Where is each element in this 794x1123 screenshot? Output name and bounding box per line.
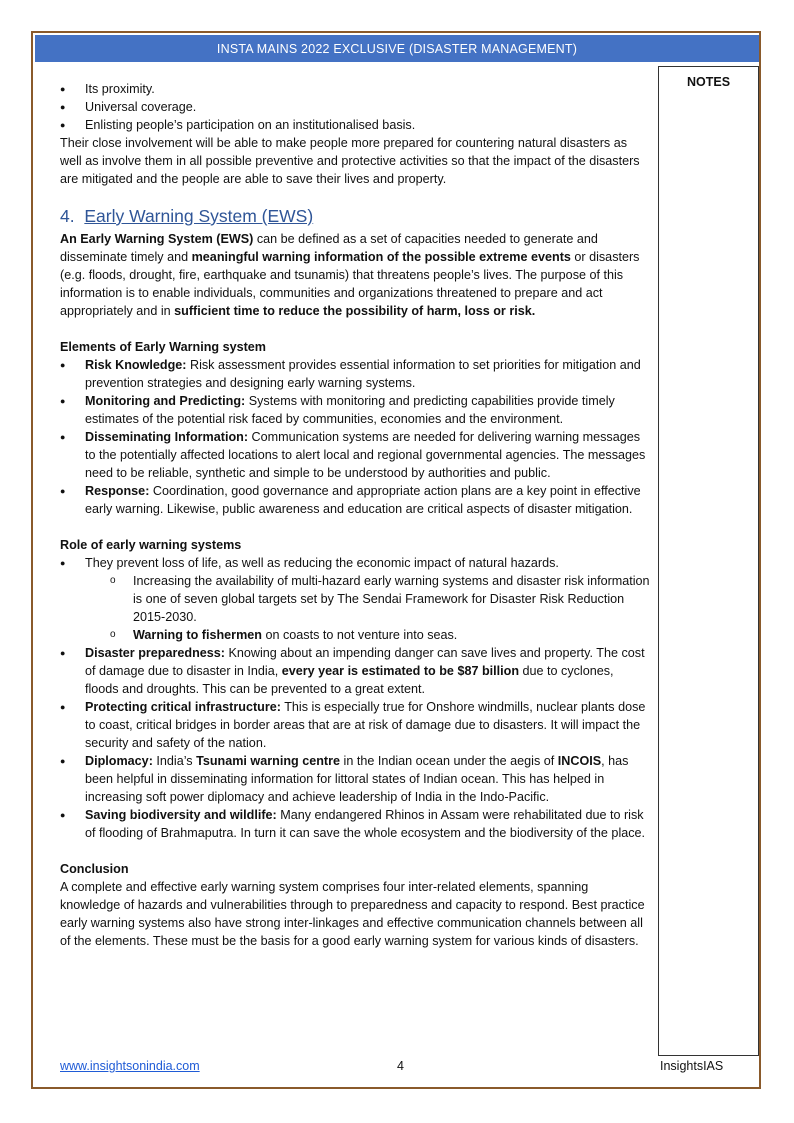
item-text: They prevent loss of life, as well as reducing the economic impact of natural hazards. (85, 556, 559, 570)
list-item (60, 428, 650, 482)
intro-paragraph: Their close involvement will be able to make people more prepared for countering natural disasters as well as involve them in all possible preventive and protective activities so that the impact of the disasters are mitigated and the people are able to save their lives and property. (60, 136, 640, 186)
list-item (60, 752, 650, 806)
role-list (60, 554, 650, 572)
item-text: , has been helpful in disseminating information for littoral states of Indian ocean. This has helped in increasing soft power diplomacy and achieve leadership of India in the Indo-Pacific. (85, 754, 629, 804)
list-item (60, 644, 650, 698)
emphasis: Warning to fishermen (133, 628, 262, 642)
item-text: Many endangered Rhinos in Assam were rehabilitated due to risk of flooding of Brahmaputra. In turn it can save the whole ecosystem and the biodiversity of the place. (85, 808, 646, 840)
footer-brand: InsightsIAS (660, 1059, 724, 1073)
conclusion-heading: Conclusion (60, 862, 129, 876)
list-item: ● Its proximity. (60, 80, 650, 98)
list-item (60, 554, 650, 572)
notes-title: NOTES (686, 75, 731, 89)
section-number: 4. (60, 206, 75, 226)
page-header: INSTA MAINS 2022 EXCLUSIVE (DISASTER MANAGEMENT) (35, 35, 759, 62)
sub-list-item: o Increasing the availability of multi-hazard early warning systems and disaster risk information is one of seven global targets set by The Sendai Framework for Disaster Risk Reduction 2015-2030. (60, 572, 650, 626)
item-text: due to cyclones, floods and droughts. This can be prevented to a great extent. (85, 664, 614, 696)
role-list-continued (60, 644, 650, 842)
emphasis: meaningful warning information of the possible extreme events (191, 250, 571, 264)
list-item (60, 698, 650, 752)
section-title: Early Warning System (EWS) (84, 206, 314, 226)
emphasis: INCOIS (557, 754, 602, 768)
emphasis: Tsunami warning centre (196, 754, 341, 768)
item-text: Coordination, good governance and appropriate action plans are a key point in effective early warning. Likewise, public awareness and education are critical aspects of disaster mitigation. (85, 484, 641, 516)
item-label: Protecting critical infrastructure: (85, 700, 281, 714)
emphasis: sufficient time to reduce the possibility of harm, loss or risk. (174, 304, 536, 318)
elements-heading: Elements of Early Warning system (60, 340, 266, 354)
elements-list (60, 356, 650, 518)
item-label: Risk Knowledge: (85, 358, 187, 372)
list-item: ● Enlisting people’s participation on an institutionalised basis. (60, 116, 650, 134)
list-item (60, 806, 650, 842)
item-text: Systems with monitoring and predicting capabilities provide timely estimates of the potential risk faced by communities, economies and the environment. (85, 394, 615, 426)
emphasis: every year is estimated to be $87 billion (281, 664, 520, 678)
item-label: Response: (85, 484, 150, 498)
item-label: Monitoring and Predicting: (85, 394, 246, 408)
intro-bullets (60, 80, 650, 134)
main-content (60, 80, 650, 950)
footer-website-link[interactable]: www.insightsonindia.com (60, 1059, 200, 1073)
list-item: ● Universal coverage. (60, 98, 650, 116)
item-text: Knowing about an impending danger can save lives and property. The cost of damage due to disaster in India, (85, 646, 645, 678)
page-number: 4 (397, 1059, 404, 1073)
conclusion-text: A complete and effective early warning system comprises four inter-related elements, spanning knowledge of hazards and vulnerabilities through to preparedness and capacity to respond. Best practice early warning systems also have strong inter-linkages and effective communication channels between all of the elements. These must be the basis for a good early warning system for various kinds of disasters. (60, 880, 645, 948)
text-run: can be defined as a set of capacities needed to generate and disseminate timely and (60, 232, 598, 264)
item-text: This is especially true for Onshore windmills, nuclear plants dose to coast, critical bridges in border areas that are at risk of damage due to disasters. It will impact the security and safety of the nation. (85, 700, 646, 750)
item-label: Disaster preparedness: (85, 646, 225, 660)
item-text: on coasts to not venture into seas. (261, 628, 458, 642)
list-item (60, 482, 650, 518)
ews-term: An Early Warning System (EWS) (60, 232, 254, 246)
sub-list-item (60, 626, 650, 644)
item-text: Communication systems are needed for delivering warning messages to the potentially affected locations to alert local and regional governmental agencies. The messages need to be reliable, synthetic and simple to be understood by authorities and public. (85, 430, 646, 480)
role-sublist (60, 572, 650, 644)
item-text: in the Indian ocean under the aegis of (340, 754, 558, 768)
notes-column (658, 66, 759, 1056)
role-heading: Role of early warning systems (60, 538, 242, 552)
item-text: India’s (152, 754, 197, 768)
text-run: or disasters (e.g. floods, drought, fire, earthquake and tsunamis) that threatens people’s lives. The purpose of this information is to enable individuals, communities and organizations threatened to prepare and act appropriately and in (60, 250, 640, 318)
ews-definition (60, 230, 650, 320)
item-label: Diplomacy: (85, 754, 153, 768)
item-label: Disseminating Information: (85, 430, 249, 444)
item-text: Risk assessment provides essential information to set priorities for mitigation and prevention strategies and designing early warning systems. (85, 358, 641, 390)
list-item (60, 392, 650, 428)
item-label: Saving biodiversity and wildlife: (85, 808, 277, 822)
list-item (60, 356, 650, 392)
section-heading (60, 205, 650, 227)
